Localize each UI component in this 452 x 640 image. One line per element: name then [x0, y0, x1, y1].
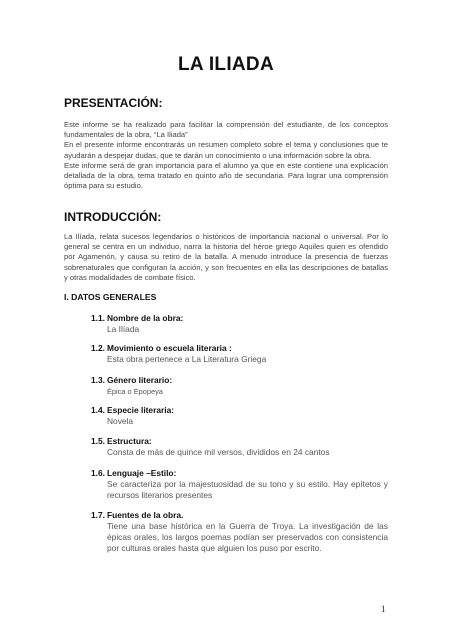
- item-number: 1.7.: [91, 510, 105, 520]
- item-label: Especie literaria:: [107, 405, 175, 415]
- item-value: Novela: [107, 416, 134, 426]
- list-item: [91, 436, 388, 458]
- list-item: [91, 468, 388, 501]
- item-value: La Ilíada: [107, 324, 140, 334]
- item-number: 1.4.: [91, 405, 105, 415]
- presentacion-paragraph-3: Este informe será de gran importancia para el alumno ya que en este contiene una explicación detallada de la obra, tema tratado en quinto año de secundaria. Para lograr una comprensión óptima para su estudio.: [64, 160, 388, 191]
- introduccion-paragraph: La Ilíada, relata sucesos legendarios o históricos de importancia nacional o universal. Por lo general se centra en un individuo, narra la historia del héroe griego Aquiles quien es ofendido por Agamenón, y causa su retiro de la batalla. A menudo introduce la presencia de fuerzas sobrenaturales que configuran la acción, y son frecuentes en ella las descripciones de batallas y otras modalidades de combate físico.: [64, 232, 388, 282]
- item-number: 1.3.: [91, 375, 105, 385]
- page-number: 1: [381, 604, 386, 614]
- list-item: [91, 510, 388, 554]
- presentacion-paragraph-2: En el presente informe encontrarás un resumen completo sobre el tema y conclusiones que te ayudarán a despejar dudas, que te darán un conocimiento o una información sobre la obra.: [64, 140, 388, 160]
- introduccion-text: [64, 232, 388, 283]
- presentacion-paragraph-1: Este informe se ha realizado para facilitar la comprensión del estudiante, de los conceptos fundamentales de la obra, “La Iliada”: [64, 120, 388, 140]
- presentacion-heading: PRESENTACIÓN:: [64, 96, 163, 110]
- list-item: [91, 405, 388, 427]
- item-label: Nombre de la obra:: [107, 313, 184, 323]
- item-value: Esta obra pertenece a La Literatura Griega: [107, 354, 267, 364]
- item-number: 1.6.: [91, 468, 105, 478]
- document-title: LA ILIADA: [178, 54, 274, 75]
- item-value: Consta de más de quince mil versos, divididos en 24 cantos: [107, 447, 330, 457]
- list-item: [91, 313, 388, 335]
- item-value: Se caracteriza por la majestuosidad de su tono y su estilo. Hay epítetos y recursos literarios presentes: [107, 479, 388, 500]
- item-number: 1.1.: [91, 313, 105, 323]
- item-value: Tiene una base histórica en la Guerra de Troya. La investigación de las épicas orales, los largos poemas podían ser preservados con consistencia por culturas orales hasta que alguien los puso por escrito.: [107, 521, 388, 553]
- item-value: Épica o Epopeya: [107, 387, 163, 396]
- item-number: 1.5.: [91, 436, 105, 446]
- item-label: Lenguaje –Estilo:: [107, 468, 177, 478]
- list-item: [91, 375, 388, 397]
- item-number: 1.2.: [91, 343, 105, 353]
- item-label: Estructura:: [107, 436, 152, 446]
- item-label: Género literario:: [107, 375, 173, 385]
- introduccion-heading: INTRODUCCIÓN:: [64, 210, 162, 224]
- item-label: Movimiento o escuela literaria :: [107, 343, 232, 353]
- list-item: [91, 343, 388, 365]
- item-label: Fuentes de la obra.: [107, 510, 184, 520]
- datos-generales-heading: I. DATOS GENERALES: [64, 292, 157, 302]
- presentacion-text: [64, 120, 388, 191]
